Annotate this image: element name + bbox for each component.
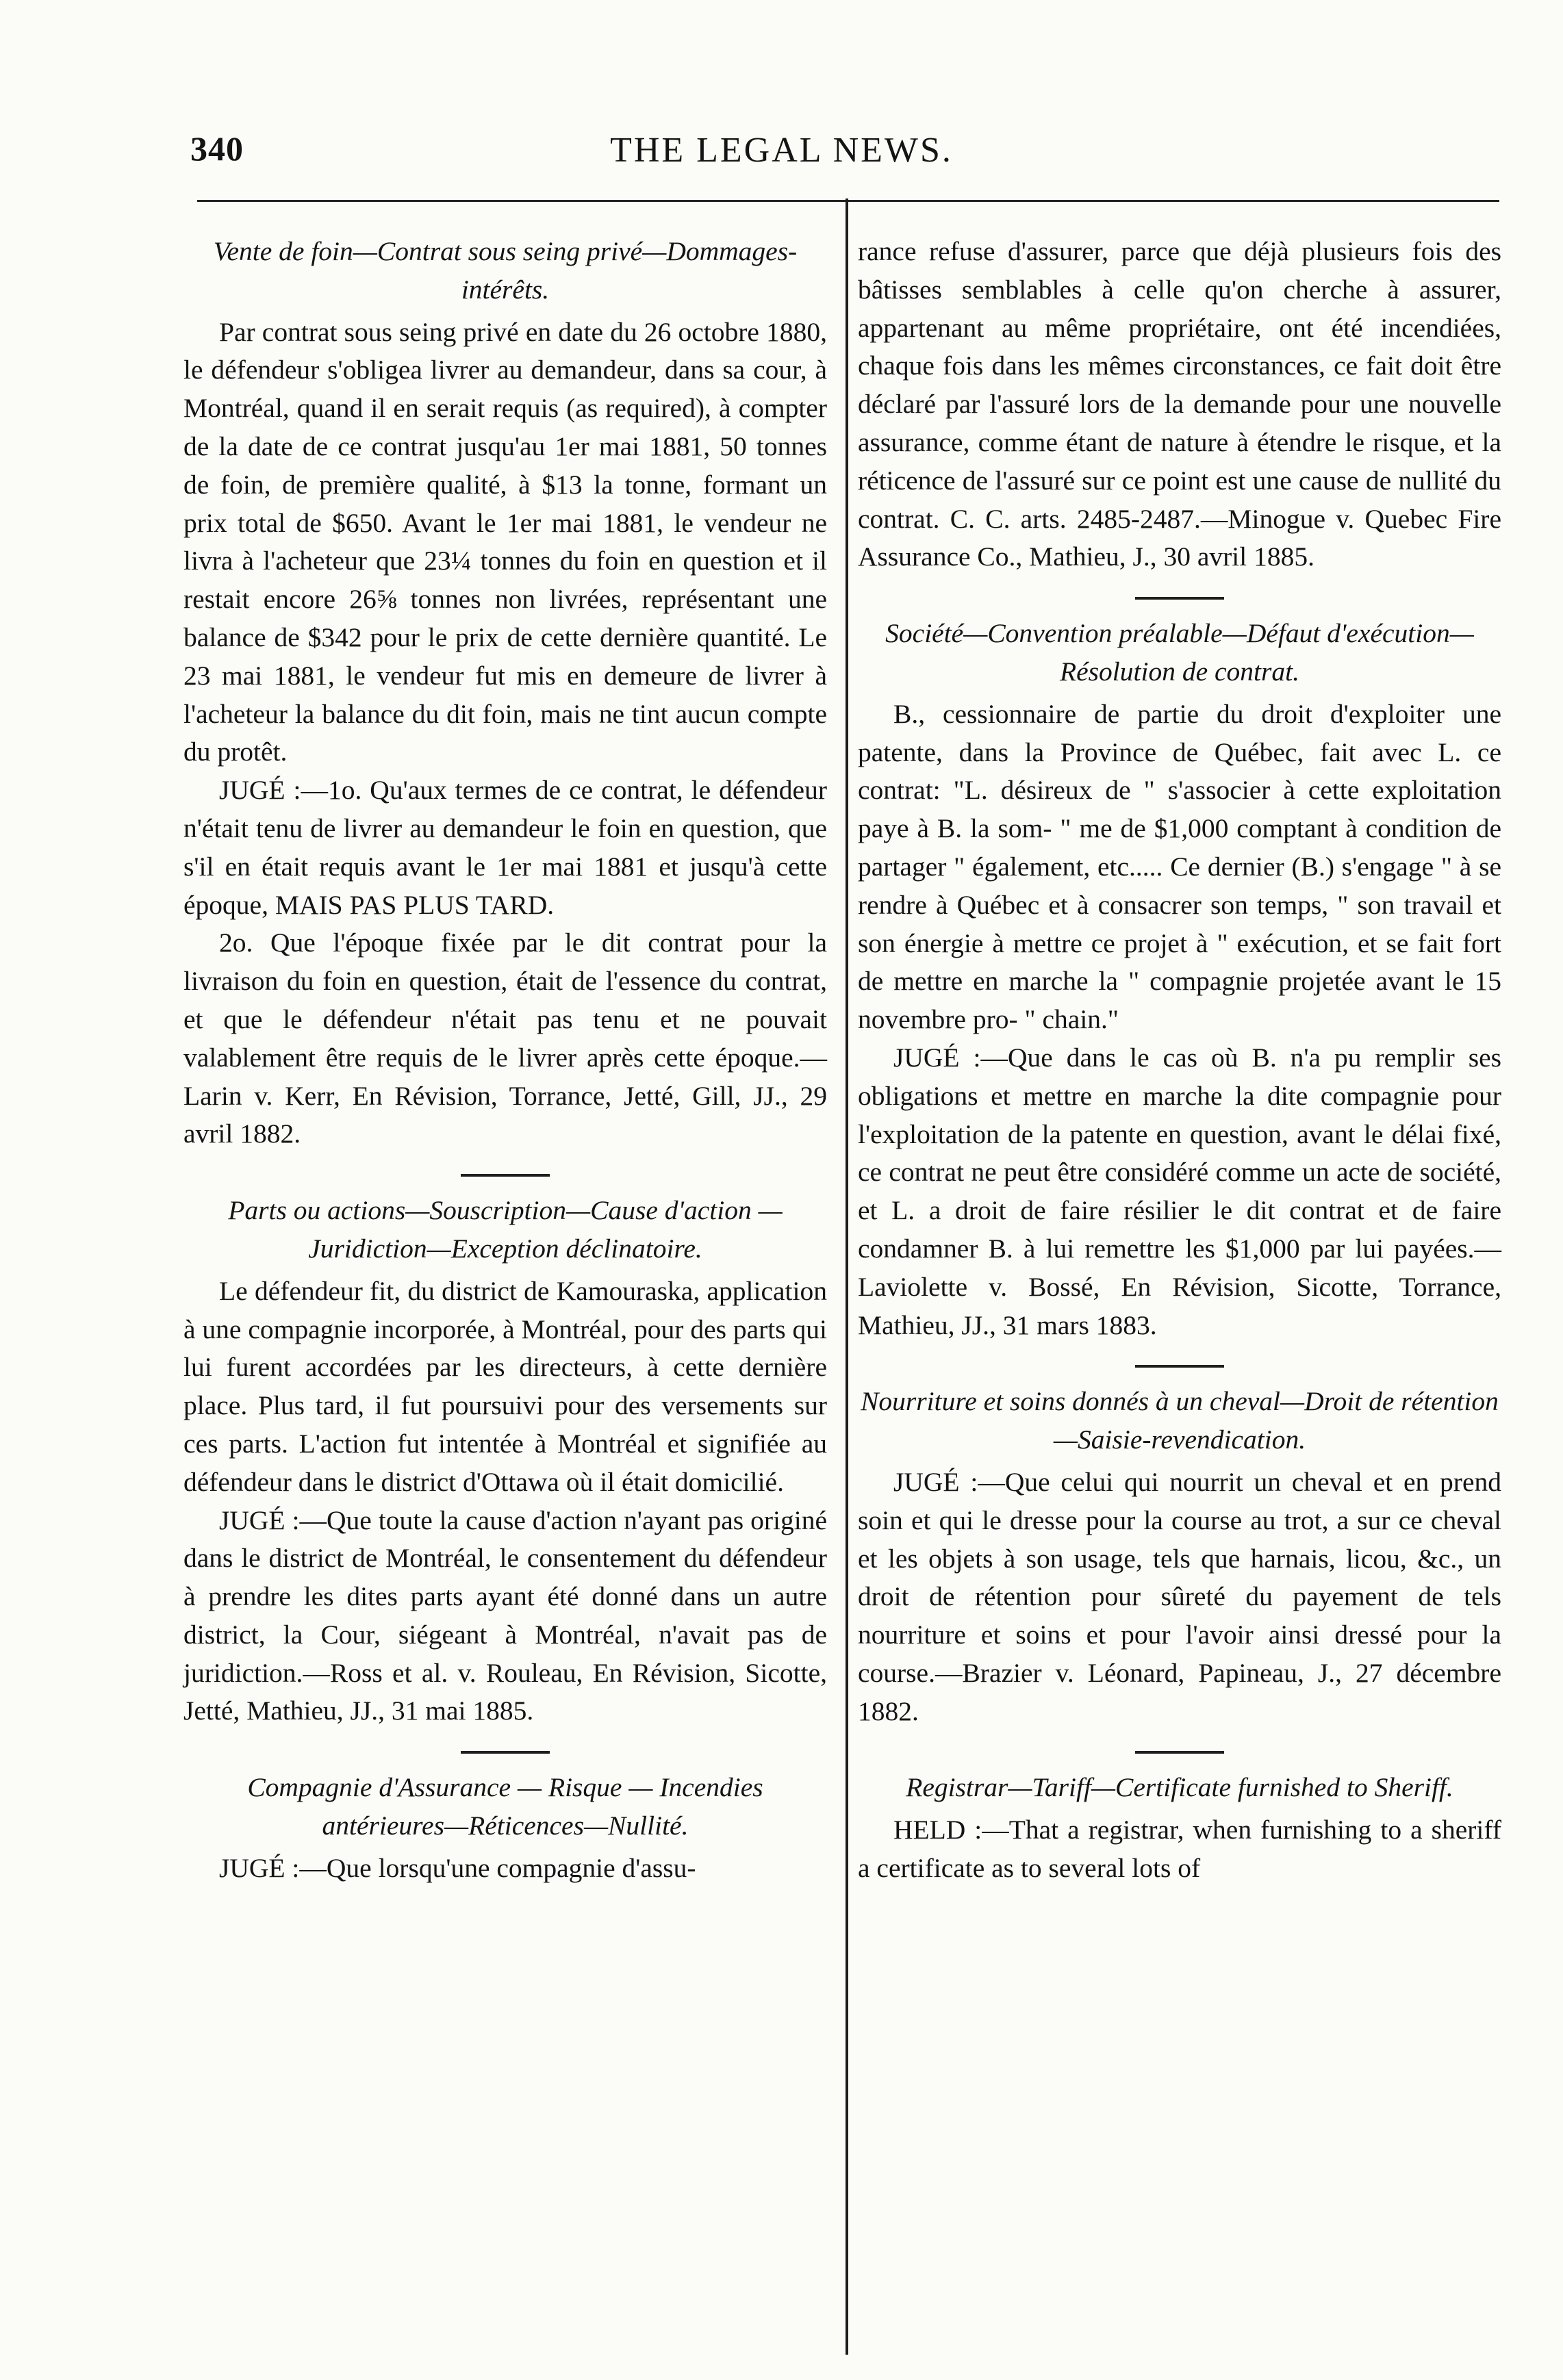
article-hay-sale: [183, 233, 827, 1153]
running-title: THE LEGAL NEWS.: [610, 131, 953, 170]
section-title: Société—Convention préalable—Défaut d'exécution—Résolution de contrat.: [885, 618, 1474, 687]
section-title: Parts ou actions—Souscription—Cause d'action —Juridiction—Exception déclinatoire.: [228, 1195, 783, 1264]
paragraph: JUGÉ :—Que celui qui nourrit un cheval et en prend soin et qui le dresse pour la course au trot, a sur ce cheval et les objets à son usage, tels que harnais, licou, &c., un droit de rétention pour sûreté du payement de tels nourriture et soins et pour l'avoir ainsi dressé pour la course.—Brazier v. Léonard, Papineau, J., 27 décembre 1882.: [858, 1466, 1501, 1726]
header-rule: [197, 200, 1499, 202]
paragraph: HELD :—That a registrar, when furnishing to a sheriff a certificate as to several lots of: [858, 1815, 1501, 1884]
article-insurance-continued: [858, 233, 1501, 576]
paragraph: 2o. Que l'époque fixée par le dit contrat pour la livraison du foin en question, était de l'essence du contrat, et que le défendeur n'était pas tenu et ne pouvait valablement être requis de le livrer après cette époque.—Larin v. Kerr, En Révision, Torrance, Jetté, Gill, JJ., 29 avril 1882.: [183, 927, 827, 1149]
paragraph: JUGÉ :—1o. Qu'aux termes de ce contrat, le défendeur n'était tenu de livrer au demandeur le foin en question, que s'il en était requis avant le 1er mai 1881 et jusqu'à cette époque, MAIS PAS PLUS TARD.: [183, 775, 827, 920]
article-shares: [183, 1192, 827, 1730]
left-column: [183, 233, 827, 1888]
right-column: [858, 233, 1501, 1888]
section-rule: [1135, 1365, 1224, 1368]
paragraph: JUGÉ :—Que lorsqu'une compagnie d'assu-: [219, 1852, 696, 1883]
section-rule: [461, 1751, 550, 1754]
section-title: Registrar—Tariff—Certificate furnished to Sheriff.: [906, 1772, 1453, 1803]
section-title: Compagnie d'Assurance — Risque — Incendies antérieures—Réticences—Nullité.: [247, 1772, 763, 1841]
article-insurance: [183, 1769, 827, 1887]
article-registrar: [858, 1769, 1501, 1887]
section-rule: [1135, 597, 1224, 600]
paragraph: Par contrat sous seing privé en date du 26 octobre 1880, le défendeur s'obligea livrer au demandeur, dans sa cour, à Montréal, quand il en serait requis (as required), à compter de la date de ce contrat jusqu'au 1er mai 1881, 50 tonnes de foin, de première qualité, à $13 la tonne, formant un prix total de $650. Avant le 1er mai 1881, le vendeur ne livra à l'acheteur que 23¼ tonnes du foin en question et il restait encore 26⅝ tonnes non livrées, représentant une balance de $342 pour le prix de cette dernière quantité. Le 23 mai 1881, le vendeur fut mis en demeure de livrer à l'acheteur la balance du dit foin, mais ne tint aucun compte du protêt.: [183, 316, 827, 767]
paragraph: JUGÉ :—Que dans le cas où B. n'a pu remplir ses obligations et mettre en marche la dite compagnie pour l'exploitation de la patente en question, avant le délai fixé, ce contrat ne peut être considéré comme un acte de société, et L. a droit de faire résilier le dit contrat et de faire condamner B. à lui remettre les $1,000 par lui payées.—Laviolette v. Bossé, En Révision, Sicotte, Torrance, Mathieu, JJ., 31 mars 1883.: [858, 1042, 1501, 1340]
paragraph: B., cessionnaire de partie du droit d'exploiter une patente, dans la Province de Québec, fait avec L. ce contrat: "L. désireux de " s'associer à cette exploitation paye à B. la som- " me de $1,000 comptant à condition de partager " également, etc..... Ce dernier (B.) s'engage " à se rendre à Québec et à consacrer son temps, " son travail et son énergie à mettre ce projet à " exécution, et se fait fort de mettre en marche la " compagnie projetée avant le 15 novembre pro- " chain.": [858, 698, 1501, 1035]
article-societe: [858, 615, 1501, 1344]
column-divider: [846, 199, 848, 2355]
section-title: Nourriture et soins donnés à un cheval—Droit de rétention—Saisie-revendication.: [861, 1386, 1499, 1455]
section-rule: [1135, 1751, 1224, 1754]
paragraph: Le défendeur fit, du district de Kamouraska, application à une compagnie incorporée, à Montréal, pour des parts qui lui furent accordées par les directeurs, à cette dernière place. Plus tard, il fut poursuivi pour des versements sur ces parts. L'action fut intentée à Montréal et signifiée au défendeur dans le district d'Ottawa où il était domicilié.: [183, 1275, 827, 1497]
paragraph: rance refuse d'assurer, parce que déjà plusieurs fois des bâtisses semblables à celle qu'on cherche à assurer, appartenant au même propriétaire, ont été incendiées, chaque fois dans les mêmes circonstances, ce fait doit être déclaré par l'assuré lors de la demande pour une nouvelle assurance, comme étant de nature à étendre le risque, et la réticence de l'assuré sur ce point est une cause de nullité du contrat. C. C. arts. 2485-2487.—Minogue v. Quebec Fire Assurance Co., Mathieu, J., 30 avril 1885.: [858, 236, 1501, 572]
paragraph: JUGÉ :—Que toute la cause d'action n'ayant pas originé dans le district de Montréal, le consentement du défendeur à prendre les dites parts ayant été donné dans un autre district, la Cour, siégeant à Montréal, n'avait pas de juridiction.—Ross et al. v. Rouleau, En Révision, Sicotte, Jetté, Mathieu, JJ., 31 mai 1885.: [183, 1505, 827, 1726]
section-title: Vente de foin—Contrat sous seing privé—Dommages-intérêts.: [213, 236, 798, 305]
section-rule: [461, 1174, 550, 1177]
article-horse: [858, 1383, 1501, 1730]
page-number: 340: [190, 129, 244, 168]
